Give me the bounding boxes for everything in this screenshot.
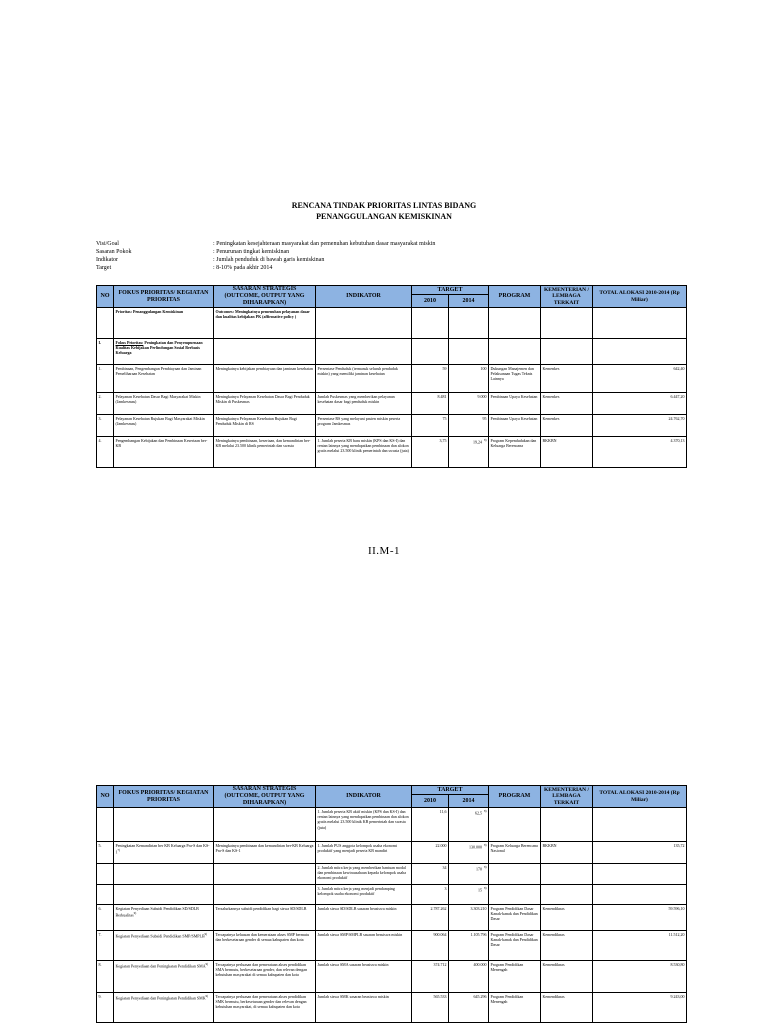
row-sasaran: Meningkatnya Pelayanan Kesehatan Rujukan Bagi Penduduk Miskin di RS (214, 415, 316, 437)
row-target-2014: 170 $^{8)}$ (449, 864, 489, 885)
row-kementerian (541, 808, 593, 842)
row-alokasi: 4.370,13 (593, 437, 687, 468)
info-label: Sasaran Pokok (96, 249, 132, 255)
header-indikator: INDIKATOR (316, 786, 412, 808)
row-target-2014: 19,24 $^{8)}$ (449, 437, 489, 468)
row-kementerian (541, 885, 593, 905)
row-fokus: Kegiatan Penyediaan dan Peningkatan Pendidikan SMA$^{9)}$ (114, 961, 214, 993)
table-row (97, 993, 687, 1023)
row-fokus: Kegiatan Penyediaan Subsidi Pendidikan SD/SDLB Berkualitas$^{9)}$ (114, 905, 214, 931)
header-program: PROGRAM (489, 786, 541, 808)
table-row (97, 885, 687, 905)
row-fokus: Pelayanan Kesehatan Dasar Bagi Masyarakat Miskin (Jamkesmas) (114, 393, 214, 415)
info-value: : Penurunan tingkat kemiskinan (213, 249, 290, 255)
header-target: TARGET (412, 286, 489, 295)
row-no (97, 808, 114, 842)
row-target-2014: 645.296 (449, 993, 489, 1023)
row-fokus: Pembinaan, Pengembangan Pembiayaan dan Jaminan Pemeliharaan Kesehatan (114, 365, 214, 393)
row-fokus: Pelayanan Kesehatan Rujukan Bagi Masyarakat Miskin (Jamkesmas) (114, 415, 214, 437)
row-program (489, 885, 541, 905)
row-program: Program Kependudukan dan Keluarga Berencana (489, 437, 541, 468)
info-line (96, 240, 435, 248)
header-target: TARGET (412, 786, 489, 795)
footnote-ref: 8) (484, 438, 487, 442)
row-fokus (114, 885, 214, 905)
row-fokus: Pengembangan Kebijakan dan Pembinaan Kesertaan ber-KB (114, 437, 214, 468)
row-sasaran: Meningkatnya pembinaan, kesertaan, dan kemandirian ber-KB melalui 23.500 klinik pemerintah dan swasta (214, 437, 316, 468)
row-no: 1. (97, 365, 114, 393)
footnote-ref: 8) (484, 843, 487, 847)
priority-row (97, 308, 687, 339)
row-fokus: Kegiatan Penyediaan dan Peningkatan Pendidikan SMK$^{9)}$ (114, 993, 214, 1023)
row-alokasi (593, 808, 687, 842)
info-label: Target (96, 265, 112, 271)
row-target-2014: 130.000 $^{8)}$ (449, 842, 489, 864)
row-kementerian: Kemenkes (541, 393, 593, 415)
row-kementerian: Kemenkes (541, 415, 593, 437)
row-target-2010: 374.712 (412, 961, 449, 993)
row-target-2010: 11,6 (412, 808, 449, 842)
row-target-2014: 15 $^{8)}$ (449, 885, 489, 905)
page-number: II.M-1 (367, 545, 401, 557)
row-program: Pembinaan Upaya Kesehatan (489, 415, 541, 437)
footnote-ref: 9) (204, 932, 208, 936)
row-kementerian: Kemendiknas (541, 905, 593, 931)
info-block (96, 240, 435, 272)
table-row (97, 808, 687, 842)
footnote-ref: 8) (484, 865, 487, 869)
table-row (97, 931, 687, 961)
row-sasaran: Meningkatnya Pelayanan Kesehatan Dasar Bagi Penduduk Miskin di Puskesmas (214, 393, 316, 415)
row-target-2014: 400.000 (449, 961, 489, 993)
row-alokasi: 24.762,70 (593, 415, 687, 437)
header-sasaran: SASARAN STRATEGIS (OUTCOME, OUTPUT YANG DIHARAPKAN) (214, 286, 316, 308)
header-2010: 2010 (412, 795, 449, 808)
row-target-2014: 1.105.796 (449, 931, 489, 961)
row-no: 7. (97, 931, 114, 961)
row-fokus: Peningkatan Kemandirian ber KB Keluarga Pra-S dan KS-1$^{7)}$ (114, 842, 214, 864)
row-indikator: Jumlah siswa SD/SDLB sasaran beasiswa miskin (316, 905, 412, 931)
row-kementerian: BKKBN (541, 437, 593, 468)
header-fokus: FOKUS PRIORITAS/ KEGIATAN PRIORITAS (114, 286, 214, 308)
info-label: Visi/Goal (96, 241, 119, 247)
table-row (97, 864, 687, 885)
header-program: PROGRAM (489, 286, 541, 308)
row-alokasi (593, 864, 687, 885)
row-target-2010: 2.787.262 (412, 905, 449, 931)
row-program: Program Pendidikan Menengah (489, 993, 541, 1023)
row-indikator: 1. Jumlah PUS anggota kelompok usaha ekonomi produktif yang menjadi peserta KB mandiri (316, 842, 412, 864)
row-target-2010: 900.064 (412, 931, 449, 961)
table-row (97, 961, 687, 993)
row-program: Dukungan Manajemen dan Pelaksanaan Tugas Teknis Lainnya (489, 365, 541, 393)
header-kementerian: KEMENTERIAN / LEMBAGA TERKAIT (541, 786, 593, 808)
table-row (97, 393, 687, 415)
table-row (97, 842, 687, 864)
row-program: Pembinaan Upaya Kesehatan (489, 393, 541, 415)
row-alokasi: 642,40 (593, 365, 687, 393)
row-program: Program Keluarga Berencana Nasional (489, 842, 541, 864)
row-alokasi: 11.512,20 (593, 931, 687, 961)
row-alokasi: 6.447,20 (593, 393, 687, 415)
priority-label: Prioritas: Penanggulangan Kemiskinan (114, 308, 214, 339)
info-line (96, 248, 435, 256)
row-target-2010: 75 (412, 415, 449, 437)
section-no: I. (97, 339, 114, 365)
info-line (96, 256, 435, 264)
row-target-2010: 3,75 (412, 437, 449, 468)
row-indikator: Jumlah siswa SMA sasaran beasiswa miskin (316, 961, 412, 993)
header-alokasi: TOTAL ALOKASI 2010-2014 (Rp Miliar) (593, 786, 687, 808)
row-target-2010: 34 (412, 864, 449, 885)
row-indikator: 2. Jumlah mitra kerja yang memberikan bantuan modal dan pembinaan kewirausahaan kepada kelompok usaha ekonomi produktif (316, 864, 412, 885)
row-no: 2. (97, 393, 114, 415)
row-indikator: Jumlah Puskesmas yang memberikan pelayanan kesehatan dasar bagi penduduk miskin (316, 393, 412, 415)
row-no: 4. (97, 437, 114, 468)
row-alokasi: 59.596,10 (593, 905, 687, 931)
row-fokus (114, 808, 214, 842)
row-no: 3. (97, 415, 114, 437)
table-row (97, 437, 687, 468)
table-row (97, 365, 687, 393)
row-alokasi: 9.243,00 (593, 993, 687, 1023)
row-kementerian (541, 864, 593, 885)
row-fokus: Kegiatan Penyediaan Subsidi Pendidikan SMP/SMPLB$^{9)}$ (114, 931, 214, 961)
row-alokasi: 135,72 (593, 842, 687, 864)
footnote-ref: 9) (205, 994, 209, 998)
row-indikator: Jumlah siswa SMK sasaran beasiswa miskin (316, 993, 412, 1023)
row-target-2014: 62,5 $^{8)}$ (449, 808, 489, 842)
row-program: Program Pendidikan Menengah (489, 961, 541, 993)
row-target-2010: 565.533 (412, 993, 449, 1023)
row-target-2014: 95 (449, 415, 489, 437)
header-2014: 2014 (449, 295, 489, 308)
footnote-ref: 9) (205, 962, 209, 966)
row-indikator: Persentase RS yang melayani pasien miskin peserta program Jamkesmas (316, 415, 412, 437)
row-kementerian: Kemendiknas (541, 961, 593, 993)
row-sasaran: Tersalurkannya subsidi pendidikan bagi siswa SD/SDLB (214, 905, 316, 931)
row-program (489, 864, 541, 885)
row-kementerian: Kemendiknas (541, 931, 593, 961)
title-line-1: RENCANA TINDAK PRIORITAS LINTAS BIDANG (291, 201, 477, 210)
info-label: Indikator (96, 257, 118, 263)
header-kementerian: KEMENTERIAN / LEMBAGA TERKAIT (541, 286, 593, 308)
header-alokasi: TOTAL ALOKASI 2010-2014 (Rp Miliar) (593, 286, 687, 308)
row-sasaran: Tercapainya keluasan dan kemerataan akses SMP bermutu dan berkesetaraan gender di semua kabupaten dan kota (214, 931, 316, 961)
header-2010: 2010 (412, 295, 449, 308)
row-target-2010: 22.000 (412, 842, 449, 864)
info-value: : 8-10% pada akhir 2014 (213, 265, 273, 271)
row-sasaran: Meningkatnya pembinaan dan kemandirian ber-KB Keluarga Pra-S dan KS-1 (214, 842, 316, 864)
header-no: NO (97, 286, 114, 308)
row-indikator: Persentase Penduduk (termasuk seluruh penduduk miskin) yang memiliki jaminan kesehatan (316, 365, 412, 393)
footnote-ref: 9) (133, 911, 137, 916)
document-title (0, 200, 768, 222)
row-target-2010: 3 (412, 885, 449, 905)
row-target-2010: 8.481 (412, 393, 449, 415)
row-program (489, 808, 541, 842)
header-fokus: FOKUS PRIORITAS/ KEGIATAN PRIORITAS (114, 786, 214, 808)
row-target-2014: 3.303.210 (449, 905, 489, 931)
section-title: Fokus Prioritas: Peningkatan dan Penyempurnaan Kualitas Kebijakan Perlindungan Sosial Berbasis Keluarga (114, 339, 214, 365)
header-no: NO (97, 786, 114, 808)
header-2014: 2014 (449, 795, 489, 808)
row-no: 6. (97, 905, 114, 931)
row-no (97, 885, 114, 905)
row-alokasi (593, 885, 687, 905)
row-fokus (114, 864, 214, 885)
row-kementerian: Kemenkes (541, 365, 593, 393)
footnote-ref: 8) (484, 886, 487, 890)
row-indikator: 3. Jumlah mitra kerja yang menjadi pendamping kelompok usaha ekonomi produktif (316, 885, 412, 905)
row-no (97, 864, 114, 885)
row-sasaran: Tercapainya perluasan dan pemerataan akses pendidikan SMA bermutu, berkesetaraan gender, dan relevan dengan kebutuhan masyarakat di semua kabupaten dan kota (214, 961, 316, 993)
row-sasaran: Tercapainya perluasan dan pemerataan akses pendidikan SMK bermutu, berkesetaraan gender dan relevan dengan kebutuhan masyarakat, di semua kabupaten dan kota (214, 993, 316, 1023)
row-program: Program Pendidikan Dasar Kanak-kanak dan Pendidikan Dasar (489, 931, 541, 961)
row-sasaran (214, 864, 316, 885)
row-indikator: 1. Jumlah peserta KB aktif miskin (KPS dan KS-I) dan rentan lainnya yang mendapatkan pembinaan dan alokon gratis melalui 23.500 klinik KB pemerintah dan swasta (juta) (316, 808, 412, 842)
row-sasaran (214, 808, 316, 842)
footnote-ref: 8) (484, 809, 487, 813)
row-target-2014: 100 (449, 365, 489, 393)
row-kementerian: BKKBN (541, 842, 593, 864)
table-row (97, 415, 687, 437)
header-sasaran: SASARAN STRATEGIS (OUTCOME, OUTPUT YANG DIHARAPKAN) (214, 786, 316, 808)
row-indikator: 1. Jumlah peserta KB baru miskin (KPS dan KS-I) dan rentan lainnya yang mendapatkan pembinaan dan alokon gratis melalui 23.500 klinik pemerintah dan swasta (juta) (316, 437, 412, 468)
row-kementerian: Kemendiknas (541, 993, 593, 1023)
table-row (97, 905, 687, 931)
priority-table-page-2 (96, 785, 687, 1023)
row-no: 8. (97, 961, 114, 993)
info-value: : Jumlah penduduk di bawah garis kemiskinan (213, 257, 325, 263)
row-no: 5. (97, 842, 114, 864)
info-line (96, 264, 435, 272)
row-program: Program Pendidikan Dasar Kanak-kanak dan Pendidikan Dasar (489, 905, 541, 931)
row-sasaran: Meningkatnya kebijakan pembiayaan dan jaminan kesehatan (214, 365, 316, 393)
title-line-2: PENANGGULANGAN KEMISKINAN (316, 212, 452, 221)
footnote-ref: 7) (117, 848, 120, 853)
priority-outcome: Outcomes: Meningkatnya pemenuhan pelayanan dasar dan kualitas kebijakan PK (affirmative policy ) (214, 308, 316, 339)
row-sasaran (214, 885, 316, 905)
row-indikator: Jumlah siswa SMP/SMPLB sasaran beasiswa miskin (316, 931, 412, 961)
row-target-2010: 59 (412, 365, 449, 393)
row-no: 9. (97, 993, 114, 1023)
section-row (97, 339, 687, 365)
priority-table-page-1 (96, 285, 687, 468)
row-alokasi: 8.530,80 (593, 961, 687, 993)
header-indikator: INDIKATOR (316, 286, 412, 308)
info-value: : Peningkatan kesejahteraan masyarakat dan pemenuhan kebutuhan dasar masyarakat miskin (213, 241, 436, 247)
row-target-2014: 9.000 (449, 393, 489, 415)
